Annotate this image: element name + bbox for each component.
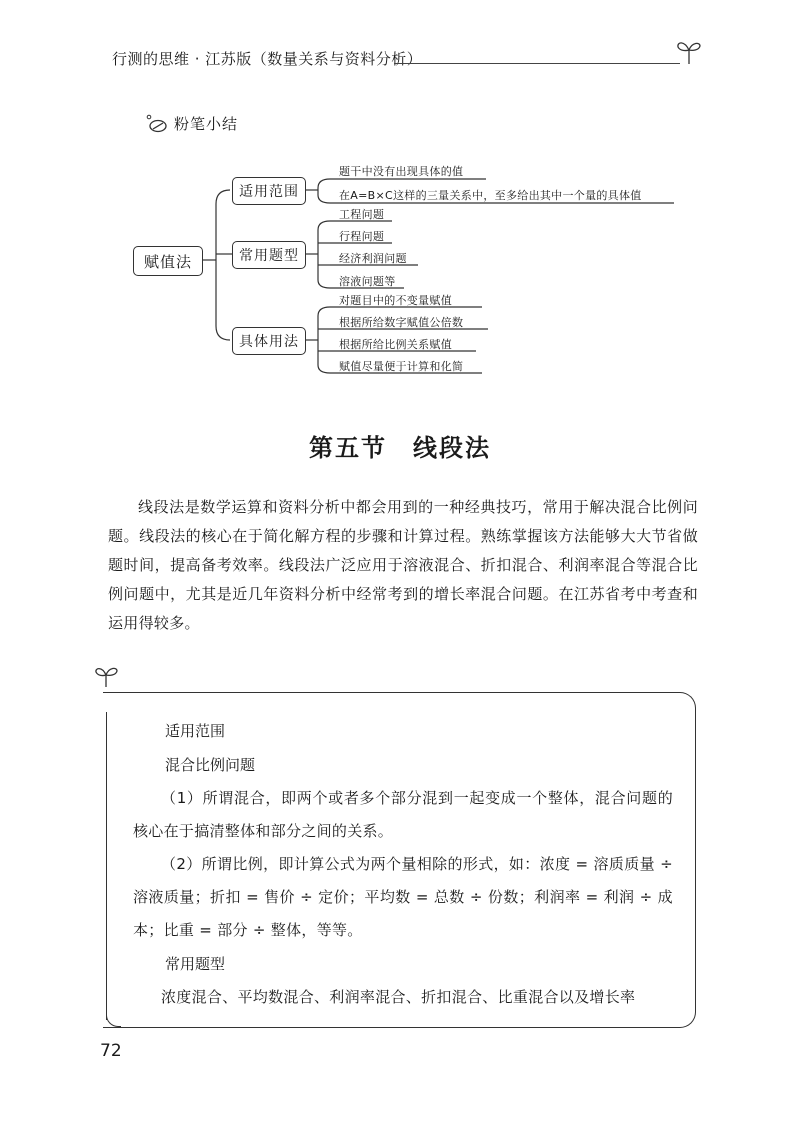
mindmap-leaf: 题干中没有出现具体的值 bbox=[339, 165, 464, 178]
info-box-content bbox=[133, 714, 673, 1014]
mindmap-leaf: 在A=B×C这样的三量关系中，至多给出其中一个量的具体值 bbox=[339, 189, 642, 202]
types-heading: 常用题型 bbox=[165, 955, 226, 973]
mindmap-leaf: 根据所给比例关系赋值 bbox=[339, 338, 452, 351]
mindmap-leaf: 根据所给数字赋值公倍数 bbox=[339, 316, 464, 329]
section-title bbox=[0, 428, 800, 463]
section-number: 第五节 bbox=[309, 434, 387, 462]
types-text: 浓度混合、平均数混合、利润率混合、折扣混合、比重混合以及增长率 bbox=[161, 988, 636, 1006]
scope-type: 混合比例问题 bbox=[165, 756, 256, 774]
running-header-title: 行测的思维 · 江苏版（数量关系与资料分析） bbox=[112, 50, 423, 68]
mindmap-leaf: 行程问题 bbox=[339, 230, 385, 243]
section-name: 线段法 bbox=[413, 434, 491, 462]
page-number: 72 bbox=[100, 1041, 122, 1061]
mindmap-leaf: 赋值尽量便于计算和化简 bbox=[339, 360, 464, 373]
mindmap-leaf: 对题目中的不变量赋值 bbox=[339, 294, 452, 307]
mindmap-category-types: 常用题型 bbox=[232, 241, 306, 269]
mindmap-root: 赋值法 bbox=[133, 246, 203, 276]
ratio-definition: （2）所谓比例，即计算公式为两个量相除的形式，如：浓度 = 溶质质量 ÷ 溶液质量；折扣 = 售价 ÷ 定价；平均数 = 总数 ÷ 份数；利润率 = 利润 ÷ 成本；比重 = 部分 ÷ 整体，等等。 bbox=[133, 855, 673, 939]
mindmap-category-usage: 具体用法 bbox=[232, 327, 306, 355]
mindmap-leaf: 经济利润问题 bbox=[339, 252, 407, 265]
mindmap-category-scope: 适用范围 bbox=[232, 177, 306, 205]
intro-paragraph: 线段法是数学运算和资料分析中都会用到的一种经典技巧，常用于解决混合比例问题。线段法的核心在于简化解方程的步骤和计算过程。熟练掌握该方法能够大大节省做题时间，提高备考效率。线段法广泛应用于溶液混合、折扣混合、利润率混合等混合比例问题中，尤其是近几年资料分析中经常考到的增长率混合问题。在江苏省考中考查和运用得较多。 bbox=[108, 498, 698, 632]
mixing-definition: （1）所谓混合，即两个或者多个部分混到一起变成一个整体，混合问题的核心在于搞清整体和部分之间的关系。 bbox=[133, 789, 673, 840]
info-box-left-rule bbox=[106, 712, 107, 1020]
mindmap-leaf: 溶液问题等 bbox=[339, 275, 396, 288]
sprout-icon bbox=[94, 663, 120, 689]
mindmap-leaf: 工程问题 bbox=[339, 208, 385, 221]
scope-heading: 适用范围 bbox=[165, 722, 226, 740]
summary-heading-text: 粉笔小结 bbox=[174, 115, 239, 133]
